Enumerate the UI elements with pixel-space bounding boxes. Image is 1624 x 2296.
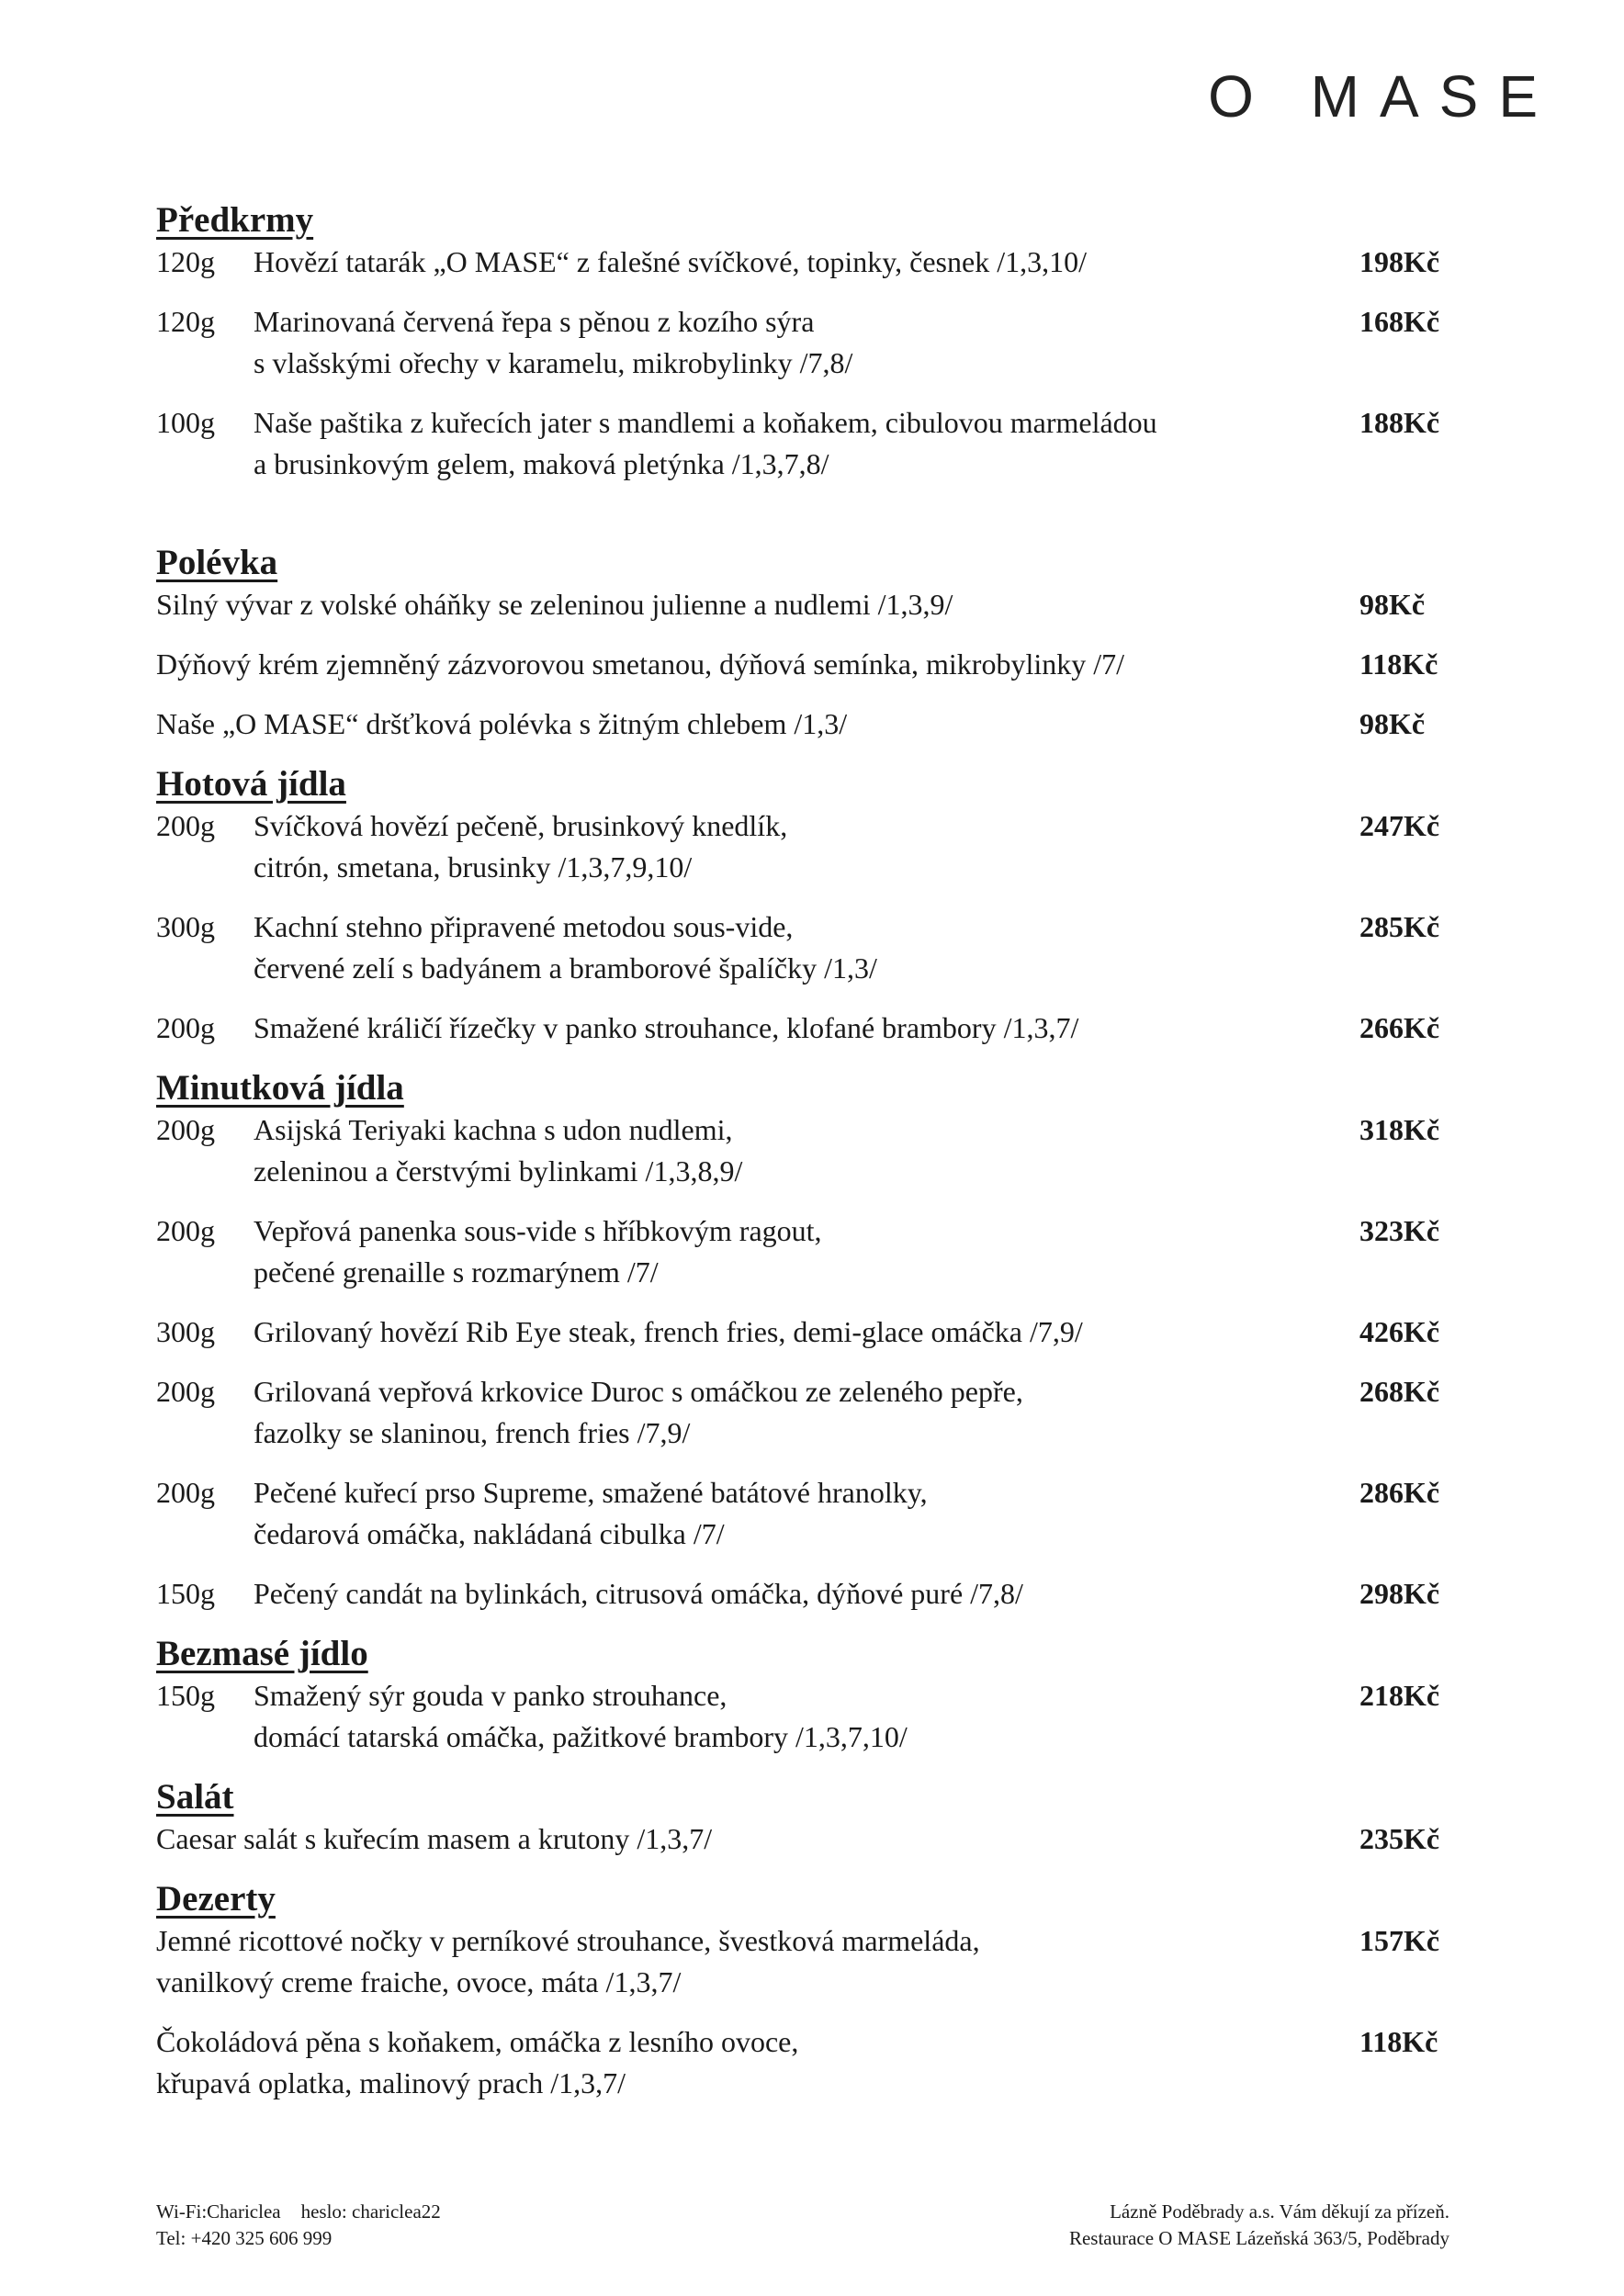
item-description-line: s vlašskými ořechy v karamelu, mikrobylinky /7,8/	[254, 346, 853, 379]
item-price: 98Kč	[1359, 707, 1426, 740]
section-title: Bezmasé jídlo	[156, 1634, 368, 1673]
item-description-line: Asijská Teriyaki kachna s udon nudlemi,	[254, 1113, 733, 1146]
item-description	[156, 703, 1359, 745]
menu-item	[156, 402, 1460, 485]
menu-item	[156, 2021, 1460, 2104]
section-title: Minutková jídla	[156, 1068, 404, 1108]
menu-section	[156, 1776, 1460, 1860]
section-title: Hotová jídla	[156, 764, 346, 804]
item-price: 188Kč	[1359, 406, 1440, 439]
item-description	[156, 2021, 1359, 2104]
menu-item	[156, 1371, 1460, 1454]
section-title: Salát	[156, 1777, 234, 1817]
item-description	[254, 1472, 1359, 1555]
item-price: 268Kč	[1359, 1375, 1440, 1408]
item-description-line: Grilovaná vepřová krkovice Duroc s omáčkou ze zeleného pepře,	[254, 1375, 1023, 1408]
menu-item	[156, 805, 1460, 888]
footer-thanks: Lázně Poděbrady a.s. Vám děkují za přízeň.	[1110, 2200, 1449, 2223]
item-description-line: a brusinkovým gelem, maková pletýnka /1,3,7,8/	[254, 447, 829, 480]
item-weight: 300g	[156, 1315, 215, 1348]
footer-contact	[156, 2199, 441, 2252]
wifi-password: heslo: chariclea22	[300, 2200, 441, 2223]
menu-item	[156, 1007, 1460, 1049]
item-price: 318Kč	[1359, 1113, 1440, 1146]
item-description-line: fazolky se slaninou, french fries /7,9/	[254, 1416, 691, 1449]
menu-item	[156, 1818, 1460, 1860]
restaurant-logo	[1208, 62, 1558, 130]
menu-item	[156, 1573, 1460, 1615]
item-description-line: Pečený candát na bylinkách, citrusová omáčka, dýňové puré /7,8/	[254, 1577, 1023, 1610]
item-description	[254, 1311, 1359, 1353]
item-price: 118Kč	[1359, 647, 1438, 681]
item-description-line: Naše „O MASE“ dršťková polévka s žitným chlebem /1,3/	[156, 707, 848, 740]
item-description-line: citrón, smetana, brusinky /1,3,7,9,10/	[254, 850, 693, 884]
item-description-line: Jemné ricottové nočky v perníkové strouhance, švestková marmeláda,	[156, 1924, 980, 1957]
item-description-line: Smažené králičí řízečky v panko strouhance, klofané brambory /1,3,7/	[254, 1011, 1079, 1044]
item-description-line: Vepřová panenka sous-vide s hříbkovým ragout,	[254, 1214, 822, 1247]
menu-item	[156, 584, 1460, 625]
item-weight: 150g	[156, 1679, 215, 1712]
item-weight: 200g	[156, 1476, 215, 1509]
item-weight: 120g	[156, 245, 215, 278]
menu-item	[156, 1920, 1460, 2003]
item-description	[254, 242, 1359, 283]
item-description	[254, 1371, 1359, 1454]
footer-address: Restaurace O MASE Lázeňská 363/5, Poděbrady	[1068, 2227, 1449, 2249]
item-price: 323Kč	[1359, 1214, 1440, 1247]
menu-section	[156, 1067, 1460, 1615]
item-description-line: pečené grenaille s rozmarýnem /7/	[254, 1255, 659, 1289]
item-weight: 300g	[156, 910, 215, 943]
item-description	[254, 1210, 1359, 1293]
menu-section	[156, 542, 1460, 745]
section-title: Předkrmy	[156, 200, 314, 240]
logo-text: O MASE	[1208, 63, 1558, 129]
menu-item	[156, 906, 1460, 989]
item-description-line: červené zelí s badyánem a bramborové špalíčky /1,3/	[254, 951, 877, 985]
item-description-line: vanilkový creme fraiche, ovoce, máta /1,3,7/	[156, 1965, 682, 1998]
item-description	[156, 1920, 1359, 2003]
item-description	[254, 1109, 1359, 1192]
item-price: 286Kč	[1359, 1476, 1440, 1509]
item-price: 426Kč	[1359, 1315, 1440, 1348]
item-description	[156, 584, 1359, 625]
menu-item	[156, 1675, 1460, 1758]
footer-address-block	[1069, 2199, 1449, 2252]
item-price: 98Kč	[1359, 588, 1426, 621]
item-weight: 200g	[156, 809, 215, 842]
item-description	[254, 301, 1359, 384]
menu-item	[156, 301, 1460, 384]
item-description-line: domácí tatarská omáčka, pažitkové brambory /1,3,7,10/	[254, 1720, 908, 1753]
item-weight: 200g	[156, 1011, 215, 1044]
item-price: 247Kč	[1359, 809, 1440, 842]
item-weight: 120g	[156, 305, 215, 338]
item-price: 235Kč	[1359, 1822, 1440, 1855]
menu-item	[156, 644, 1460, 685]
item-weight: 200g	[156, 1375, 215, 1408]
menu-section	[156, 199, 1460, 485]
item-price: 118Kč	[1359, 2025, 1438, 2058]
item-price: 285Kč	[1359, 910, 1440, 943]
footer-wifi-line	[156, 2199, 441, 2225]
menu-item	[156, 242, 1460, 283]
menu-section	[156, 763, 1460, 1049]
item-description	[156, 1818, 1359, 1860]
item-weight: 150g	[156, 1577, 215, 1610]
section-title: Dezerty	[156, 1879, 276, 1919]
menu-item	[156, 1210, 1460, 1293]
item-description-line: Caesar salát s kuřecím masem a krutony /1,3,7/	[156, 1822, 713, 1855]
item-description-line: Marinovaná červená řepa s pěnou z kozího sýra	[254, 305, 815, 338]
menu-section	[156, 1633, 1460, 1758]
menu-item	[156, 1109, 1460, 1192]
item-price: 298Kč	[1359, 1577, 1440, 1610]
item-description	[254, 1573, 1359, 1615]
item-description-line: Kachní stehno připravené metodou sous-vide,	[254, 910, 794, 943]
item-description-line: Dýňový krém zjemněný zázvorovou smetanou, dýňová semínka, mikrobylinky /7/	[156, 647, 1124, 681]
item-price: 198Kč	[1359, 245, 1440, 278]
menu-section	[156, 1878, 1460, 2104]
item-description	[156, 644, 1359, 685]
item-weight: 200g	[156, 1214, 215, 1247]
menu-item	[156, 1311, 1460, 1353]
item-description	[254, 1007, 1359, 1049]
wifi-name: Wi-Fi:Chariclea	[156, 2200, 281, 2223]
item-weight: 200g	[156, 1113, 215, 1146]
item-price: 218Kč	[1359, 1679, 1440, 1712]
item-description-line: křupavá oplatka, malinový prach /1,3,7/	[156, 2066, 626, 2099]
menu-item	[156, 1472, 1460, 1555]
footer-phone: Tel: +420 325 606 999	[156, 2227, 333, 2249]
item-price: 266Kč	[1359, 1011, 1440, 1044]
item-description-line: zeleninou a čerstvými bylinkami /1,3,8,9/	[254, 1154, 743, 1187]
item-description-line: Pečené kuřecí prso Supreme, smažené batátové hranolky,	[254, 1476, 928, 1509]
item-description	[254, 402, 1359, 485]
item-description-line: Smažený sýr gouda v panko strouhance,	[254, 1679, 727, 1712]
item-description-line: Čokoládová pěna s koňakem, omáčka z lesního ovoce,	[156, 2025, 799, 2058]
item-description	[254, 906, 1359, 989]
item-description	[254, 805, 1359, 888]
item-description-line: čedarová omáčka, nakládaná cibulka /7/	[254, 1517, 725, 1550]
item-description-line: Hovězí tatarák „O MASE“ z falešné svíčkové, topinky, česnek /1,3,10/	[254, 245, 1087, 278]
item-description	[254, 1675, 1359, 1758]
item-price: 157Kč	[1359, 1924, 1440, 1957]
item-description-line: Grilovaný hovězí Rib Eye steak, french fries, demi-glace omáčka /7,9/	[254, 1315, 1083, 1348]
item-description-line: Naše paštika z kuřecích jater s mandlemi a koňakem, cibulovou marmeládou	[254, 406, 1157, 439]
menu-item	[156, 703, 1460, 745]
menu-content	[156, 188, 1460, 2122]
item-price: 168Kč	[1359, 305, 1440, 338]
item-description-line: Silný vývar z volské oháňky se zeleninou julienne a nudlemi /1,3,9/	[156, 588, 953, 621]
item-weight: 100g	[156, 406, 215, 439]
item-description-line: Svíčková hovězí pečeně, brusinkový knedlík,	[254, 809, 788, 842]
section-title: Polévka	[156, 543, 278, 582]
